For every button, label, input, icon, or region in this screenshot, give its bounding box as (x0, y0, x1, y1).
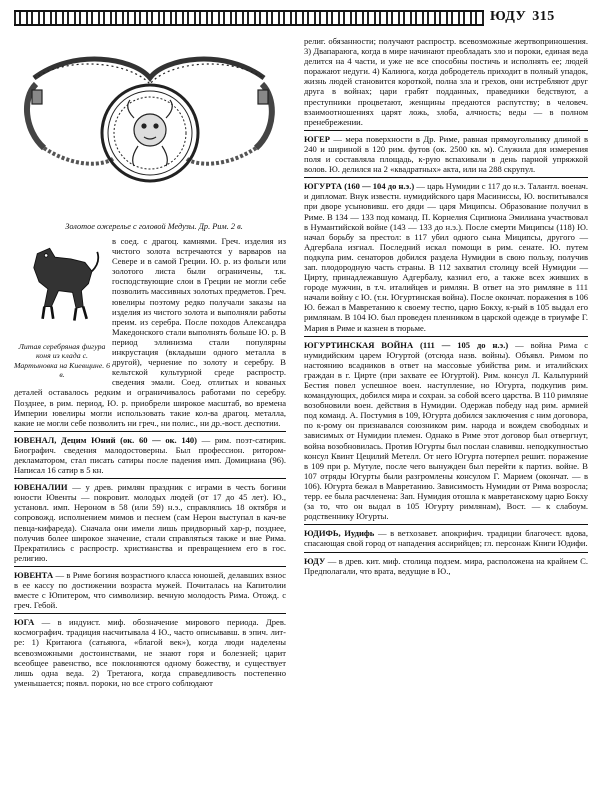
entry-yugurtinskaya-voyna: ЮГУРТИНСКАЯ ВОЙНА (111 — 105 до н.э.) — война Рима с нумидийским царем Югуртой (отсюда назв. войны). Объявл. Римом по настоянию всадников в ответ на массовые убийства рим. и италийских граждан в г. Цирте (при захвате ее Югуртой). Рим. консул Л. Кальпурний Бестия повел успешное воен. наступление, но Югурта, подкупив рим. командующих, добился мира и сохран. за собой всего царства. В 110 римляне возобновили воен. действия в Нумидии. Одержав победу над рим. армией под команд. А. Постумия в 109, Югурта добился заключения с ним договора, по к-рому он признавался союзником рим. народа и вождем свободных и зависимых от Нумидии племен. Однако в Риме этот договор был отвергнут, война возобновилась. Против Югурты был послан славивш. неподкупностью консул Квинт Цецилий Метелл. От него Югурта потерпел решит. поражение в 109 при р. Мутуле, после чего вынужден был перейти к партиз. войне. В 107 отряды Югурты были разгромлены консулом Г. Марием (окончат. — в 106). Югурта бежал в Мавретанию. Зависимость Нумидии от Рима возросла; терр. ее была расчленена: Зап. Нумидия отошла к мавретанскому царю Бокху (за то, что он выдал в 105 Югурту римлянам), Вост. — к слабоум. родственнику Югурты. (304, 339, 588, 522)
earring-illustration (14, 38, 286, 218)
entry-yugurta: ЮГУРТА (160 — 104 до н.э.) — царь Нумидии с 117 до н.э. Талантл. военач. и дипломат. Внук известн. нумидийского царя Масиниссы, Ю. воспитывался при дворе усыновивш. его дяди — царя Миципсы. Образование получил в Риме. В 134 — 133 под команд. П. Корнелия Сципиона Эмилиана участвовал в Нумантийской войне (143 — 133 до н.э.). После смерти Миципсы (118) Ю. начал борьбу за престол: в 117 убил одного сына Миципсы, другого — Адгербала изгнал. Последний искал помощи в рим. сенате. Ю. путем подкупа рим. сенаторов добился раздела Нумидии в свою пользу, получив зап. плодородную часть страны. В 112 захватил столицу всей Нумидии — Цирту, принадлежавшую Адгербалу, казнил его, а также всех живших в городе мужчин, в т.ч. италийцев и римлян. В ответ на это римляне в 111 начали войну с Ю. (т.н. Югуртинская война). После окончат. поражения в 106 Ю. бежал в Мавретанию к своему тестю, царю Бокху, к-рый в 105 выдал его римлянам. В 104 Ю. был проведен пленником в царской одежде в триумфе Г. Мария в Риме и казнен в тюрьме. (304, 181, 588, 333)
horse-illustration (14, 236, 110, 340)
entry-yuga: ЮГА — в индуист. миф. обозначение мирового периода. Древ. космографич. традиция насчитывала 4 Ю., часто описывавш. в эпич. лит-ре: 1) Критаюга (сатьяюга, «благой век»), когда люди наделены всевозможными достоинствами, не знают горя и болезней; царит всеобщее равенство, все поклоняются одному божеству, и существует лишь одна веда. 2) Третаюга, когда справедливость постепенно уменьшается; появл. пороки, но все строго соблюдают (14, 617, 286, 688)
entry-yudu: ЮДУ — в древ. кит. миф. столица подзем. мира, расположена на крайнем С. Предполагали, что врата, ведущие в Ю., (304, 555, 588, 576)
entry-separator (304, 130, 588, 131)
jewelry-paragraph: в соед. с драгоц. камнями. Греч. изделия из чистого золота встречаются у варваров на Севере и в самой Греции. Ю. р. из фольги или золотого листа были ограничены, т.к. господствующие слои в Греции не могли себе позволить массивных золотых предметов. Греч. ювелиры поэтому редко получали заказы на изделия из чистого золота и выполняли работы преим. из серебра. После походов Александра Македонского стали выполнять больше Ю. р. В период эллинизма стали популярны инкрустация (вкладыши одного металла в другой), чернение по золоту и серебру. В кельтской культурной среде распростр. сведения эмали. Соед. отлитых и кованых деталей оставалось редким и ограничивалось работами по серебру. Позднее, в рим. период, Ю. р. приобрели широкое масштаб, во времена Империи ювелиры могли использовать такие кол-ва драгоц. металла, какие не могли себе позволить ни греч., ни полис., ни др.-вост. деспотии. (14, 236, 286, 428)
entry-yudif: ЮДИФЬ, Иудифь — в ветхозавет. апокрифич. традиции благочест. вдова, спасающая свой город от нападения ассирийцев; гл. персонаж Книги Юдифи. (304, 528, 588, 549)
entry-separator (304, 524, 588, 525)
horse-figure-wrap (14, 236, 112, 382)
left-column (14, 236, 286, 688)
earring-caption: Золотое ожерелье с головой Медузы. Др. Рим. 2 в. (65, 222, 243, 231)
entry-separator (304, 552, 588, 553)
entry-separator (14, 431, 286, 432)
running-head-word: ЮДУ (490, 9, 527, 24)
right-column (304, 36, 588, 576)
entry-separator (14, 478, 286, 479)
entry-juvenalii: ЮВЕНАЛИИ — у древ. римлян праздник с играми в честь богини юности Ювенты — покровит. молодых людей (от 17 до 45 лет). Ю., установл. имп. Нероном в 58 (или 59) н.э., справлялись 18 октября и сопровожд. исполнением мимов и песнем (сам Нерон выступал в кач-ве певца-кифареда). Сначала они имели лишь придворный хар-р, позднее, получив более широкое значение, стали справляться также и вне Рима. Прекратились с распростр. христианства и превращением его в гос. религию. (14, 482, 286, 563)
entry-separator (304, 336, 588, 337)
header-ornament-band (14, 10, 484, 26)
yuga-continuation: религ. обязанности; получают распростр. всевозможные жертвоприношения. 3) Двапараюга, когда в мире начинают преобладать зло и пороки, единая веда делится на 4 части, и уже не все способны постичь и исполнять ее; людей поражают недуги. 4) Калиюга, когда добродетель приходит в полный упадок, жизнь людей становится короткой, полна зла и грехов, они истребляют друг друга в войнах; цари грабят подданных, праведники бедствуют, а преступники процветают, женщины предаются распутству; в человеч. взаимоотношениях царят ложь, злоба, алчность; веды — в полном пренебрежении. (304, 36, 588, 127)
entry-yuger: ЮГЕР — мера поверхности в Др. Риме, равная прямоугольнику длиной в 240 и шириной в 120 рим. футов (ок. 2500 кв. м). Служила для измерения поля и составляла площадь, к-рую вспахивали в день парной упряжкой волов. Ю. делился на 2 «квадратных» акта, или на 288 скрупул. (304, 133, 588, 175)
entry-juvenal: ЮВЕНАЛ, Децим Юний (ок. 60 — ок. 140) — рим. поэт-сатирик. Биографич. сведения малодостоверны. Был профессион. ритором-декламатором, стал писать сатиры после падения имп. Домициана (96). Написал 16 сатир в 5 кн. (14, 434, 286, 476)
entry-separator (304, 177, 588, 178)
running-head (490, 9, 561, 25)
entry-separator (14, 613, 286, 614)
page-number: 315 (532, 9, 555, 24)
entry-separator (14, 566, 286, 567)
entry-juventa: ЮВЕНТА — в Риме богиня возрастного класса юношей, делавших взнос в ее кассу по достижении возраста мужей. Почиталась на Капитолии вместе с Юпитером, что символизир. вечную молодость Рима. Отожд. с греч. Гебой. (14, 569, 286, 611)
horse-caption: Литая серебряная фигура коня из клада с. Мартыновка на Киевщине. 6 в. (14, 342, 110, 380)
